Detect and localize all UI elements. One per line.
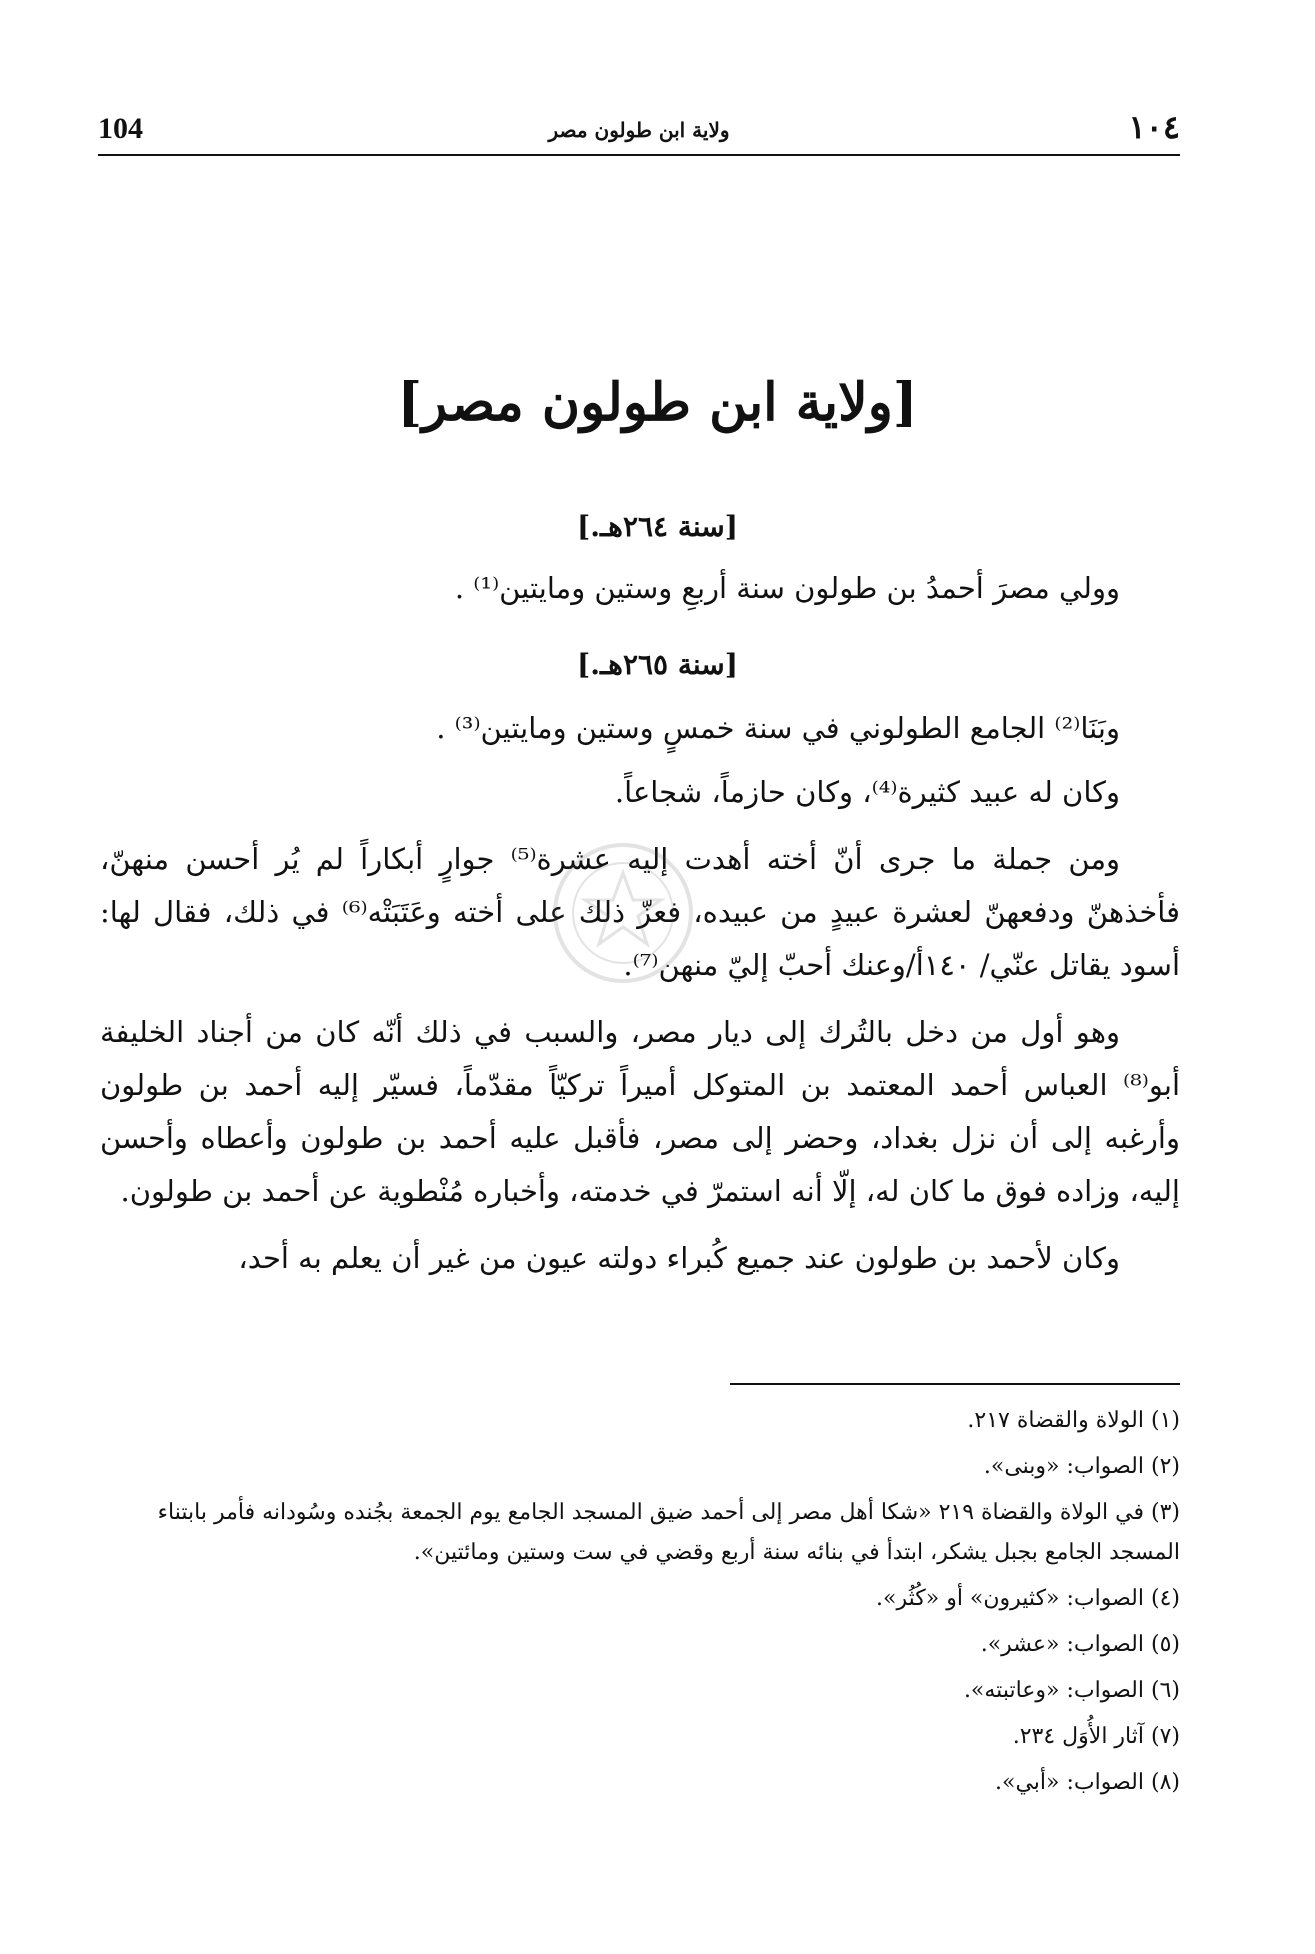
paragraph: وبَنَا⁽²⁾ الجامع الطولوني في سنة خمسٍ وستين ومايتين⁽³⁾ . bbox=[436, 711, 1120, 745]
footnote: (٤) الصواب: «كثيرون» أو «كُثُر». bbox=[876, 1586, 1180, 1611]
running-title: ولاية ابن طولون مصر bbox=[548, 118, 730, 142]
footnote: (٨) الصواب: «أبي». bbox=[995, 1770, 1180, 1795]
footnotes bbox=[100, 1398, 1180, 1806]
footnote: (٦) الصواب: «وعاتبته». bbox=[963, 1678, 1180, 1703]
footnote: (٣) في الولاة والقضاة ٢١٩ «شكا أهل مصر إلى أحمد ضيق المسجد الجامع يوم الجمعة بجُنده وسُودانه فأمر بابتناء المسجد الجامع بجبل يشكر، ابتدأ في بنائه سنة أربع وقضي في ست وستين ومائتين». bbox=[157, 1500, 1180, 1565]
paragraph: وكان له عبيد كثيرة⁽⁴⁾، وكان حازماً، شجاعاً. bbox=[614, 775, 1120, 809]
footnote: (٥) الصواب: «عشر». bbox=[980, 1632, 1180, 1657]
section-264-text bbox=[100, 562, 1180, 615]
footnote: (٢) الصواب: «وبنى». bbox=[983, 1454, 1180, 1479]
paragraph: وولي مصرَ أحمدُ بن طولون سنة أربعِ وستين ومايتين⁽¹⁾ . bbox=[454, 571, 1120, 605]
page-number-latin: 104 bbox=[98, 112, 143, 145]
paragraph: ومن جملة ما جرى أنّ أخته أهدت إليه عشرة⁽⁵⁾ جوارٍ أبكاراً لم يُر أحسن منهنّ، فأخذهنّ ودفعهنّ لعشرة عبيدٍ من عبيده، فعزّ ذلك على أخته وعَتَبَتْه⁽⁶⁾ في ذلك، فقال لها: أسود يقاتل عنّي/ ١٤٠أ/وعنك أحبّ إليّ منهن⁽⁷⁾. bbox=[100, 842, 1180, 982]
library-stamp-watermark bbox=[548, 838, 698, 988]
footnote: (٧) آثار الأُوَل ٢٣٤. bbox=[1012, 1724, 1180, 1749]
page-number-arabic: ١٠٤ bbox=[1128, 108, 1180, 146]
chapter-title: [ولاية ابن طولون مصر] bbox=[397, 372, 918, 433]
section-265-text bbox=[100, 702, 1180, 755]
year-heading-265: [سنة ٢٦٥هـ.] bbox=[576, 648, 738, 681]
footnote: (١) الولاة والقضاة ٢١٧. bbox=[967, 1408, 1180, 1433]
paragraph: وكان لأحمد بن طولون عند جميع كُبراء دولته عيون من غير أن يعلم به أحد، bbox=[238, 1241, 1120, 1275]
year-heading-264: [سنة ٢٦٤هـ.] bbox=[576, 510, 738, 543]
running-header bbox=[98, 108, 1180, 156]
footnote-separator bbox=[730, 1383, 1180, 1385]
paragraph: وهو أول من دخل بالتُرك إلى ديار مصر، والسبب في ذلك أنّه كان من أجناد الخليفة أبو⁽⁸⁾ العباس أحمد المعتمد بن المتوكل أميراً تركيّاً مقدّماً، فسيّر إليه أحمد بن طولون وأرغبه إلى أن نزل بغداد، وحضر إلى مصر، فأقبل عليه أحمد بن طولون وأعطاه وأحسن إليه، وزاده فوق ما كان له، إلّا أنه استمرّ في خدمته، وأخباره مُنْطوية عن أحمد بن طولون. bbox=[100, 1015, 1180, 1208]
